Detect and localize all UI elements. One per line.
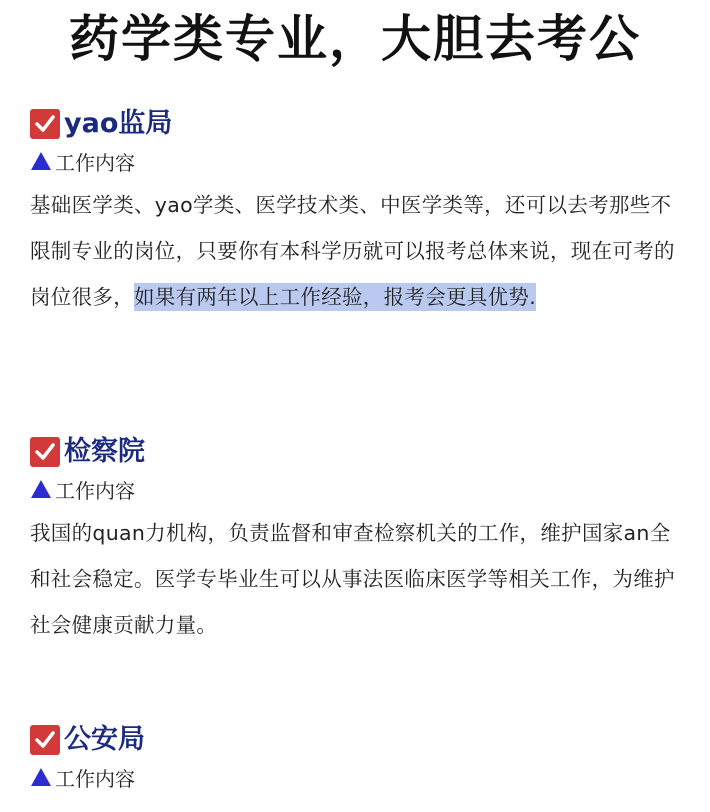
section-paragraph — [30, 182, 680, 320]
triangle-icon — [30, 151, 52, 175]
section-title: 公安局 — [64, 724, 145, 755]
section-header — [30, 720, 680, 760]
page-title: 药学类专业，大胆去考公 — [69, 10, 641, 68]
triangle-icon — [30, 479, 52, 503]
subheading-label: 工作内容 — [55, 151, 135, 175]
section-paragraph — [30, 510, 680, 648]
paragraph-text: 我国的quan力机构，负责监督和审查检察机关的工作，维护国家an全和社会稳定。医学专毕业生可以从事法医临床医学等相关工作，为维护社会健康贡献力量。 — [30, 521, 675, 637]
section-header — [30, 104, 680, 144]
triangle-icon — [30, 767, 52, 791]
subheading-row — [30, 148, 680, 178]
section-gong-an-ju — [30, 720, 680, 794]
highlighted-text: 如果有两年以上工作经验，报考会更具优势. — [134, 285, 537, 309]
subheading-label: 工作内容 — [55, 767, 135, 791]
check-mark-icon — [30, 725, 60, 755]
subheading-label: 工作内容 — [55, 479, 135, 503]
section-header — [30, 432, 680, 472]
paragraph-text: 基础医学类、yao学类、医学技术类、中医学类等，还可以去考那些不限制专业的岗位，只要你有本科学历就可以报考总体来说，现在可考的岗位很多， — [30, 193, 675, 309]
section-yao-jian-ju — [30, 104, 680, 320]
section-jian-cha-yuan — [30, 432, 680, 648]
check-mark-icon — [30, 109, 60, 139]
section-title: 检察院 — [64, 436, 145, 467]
section-title: yao监局 — [64, 108, 173, 139]
check-mark-icon — [30, 437, 60, 467]
subheading-row — [30, 764, 680, 794]
subheading-row — [30, 476, 680, 506]
